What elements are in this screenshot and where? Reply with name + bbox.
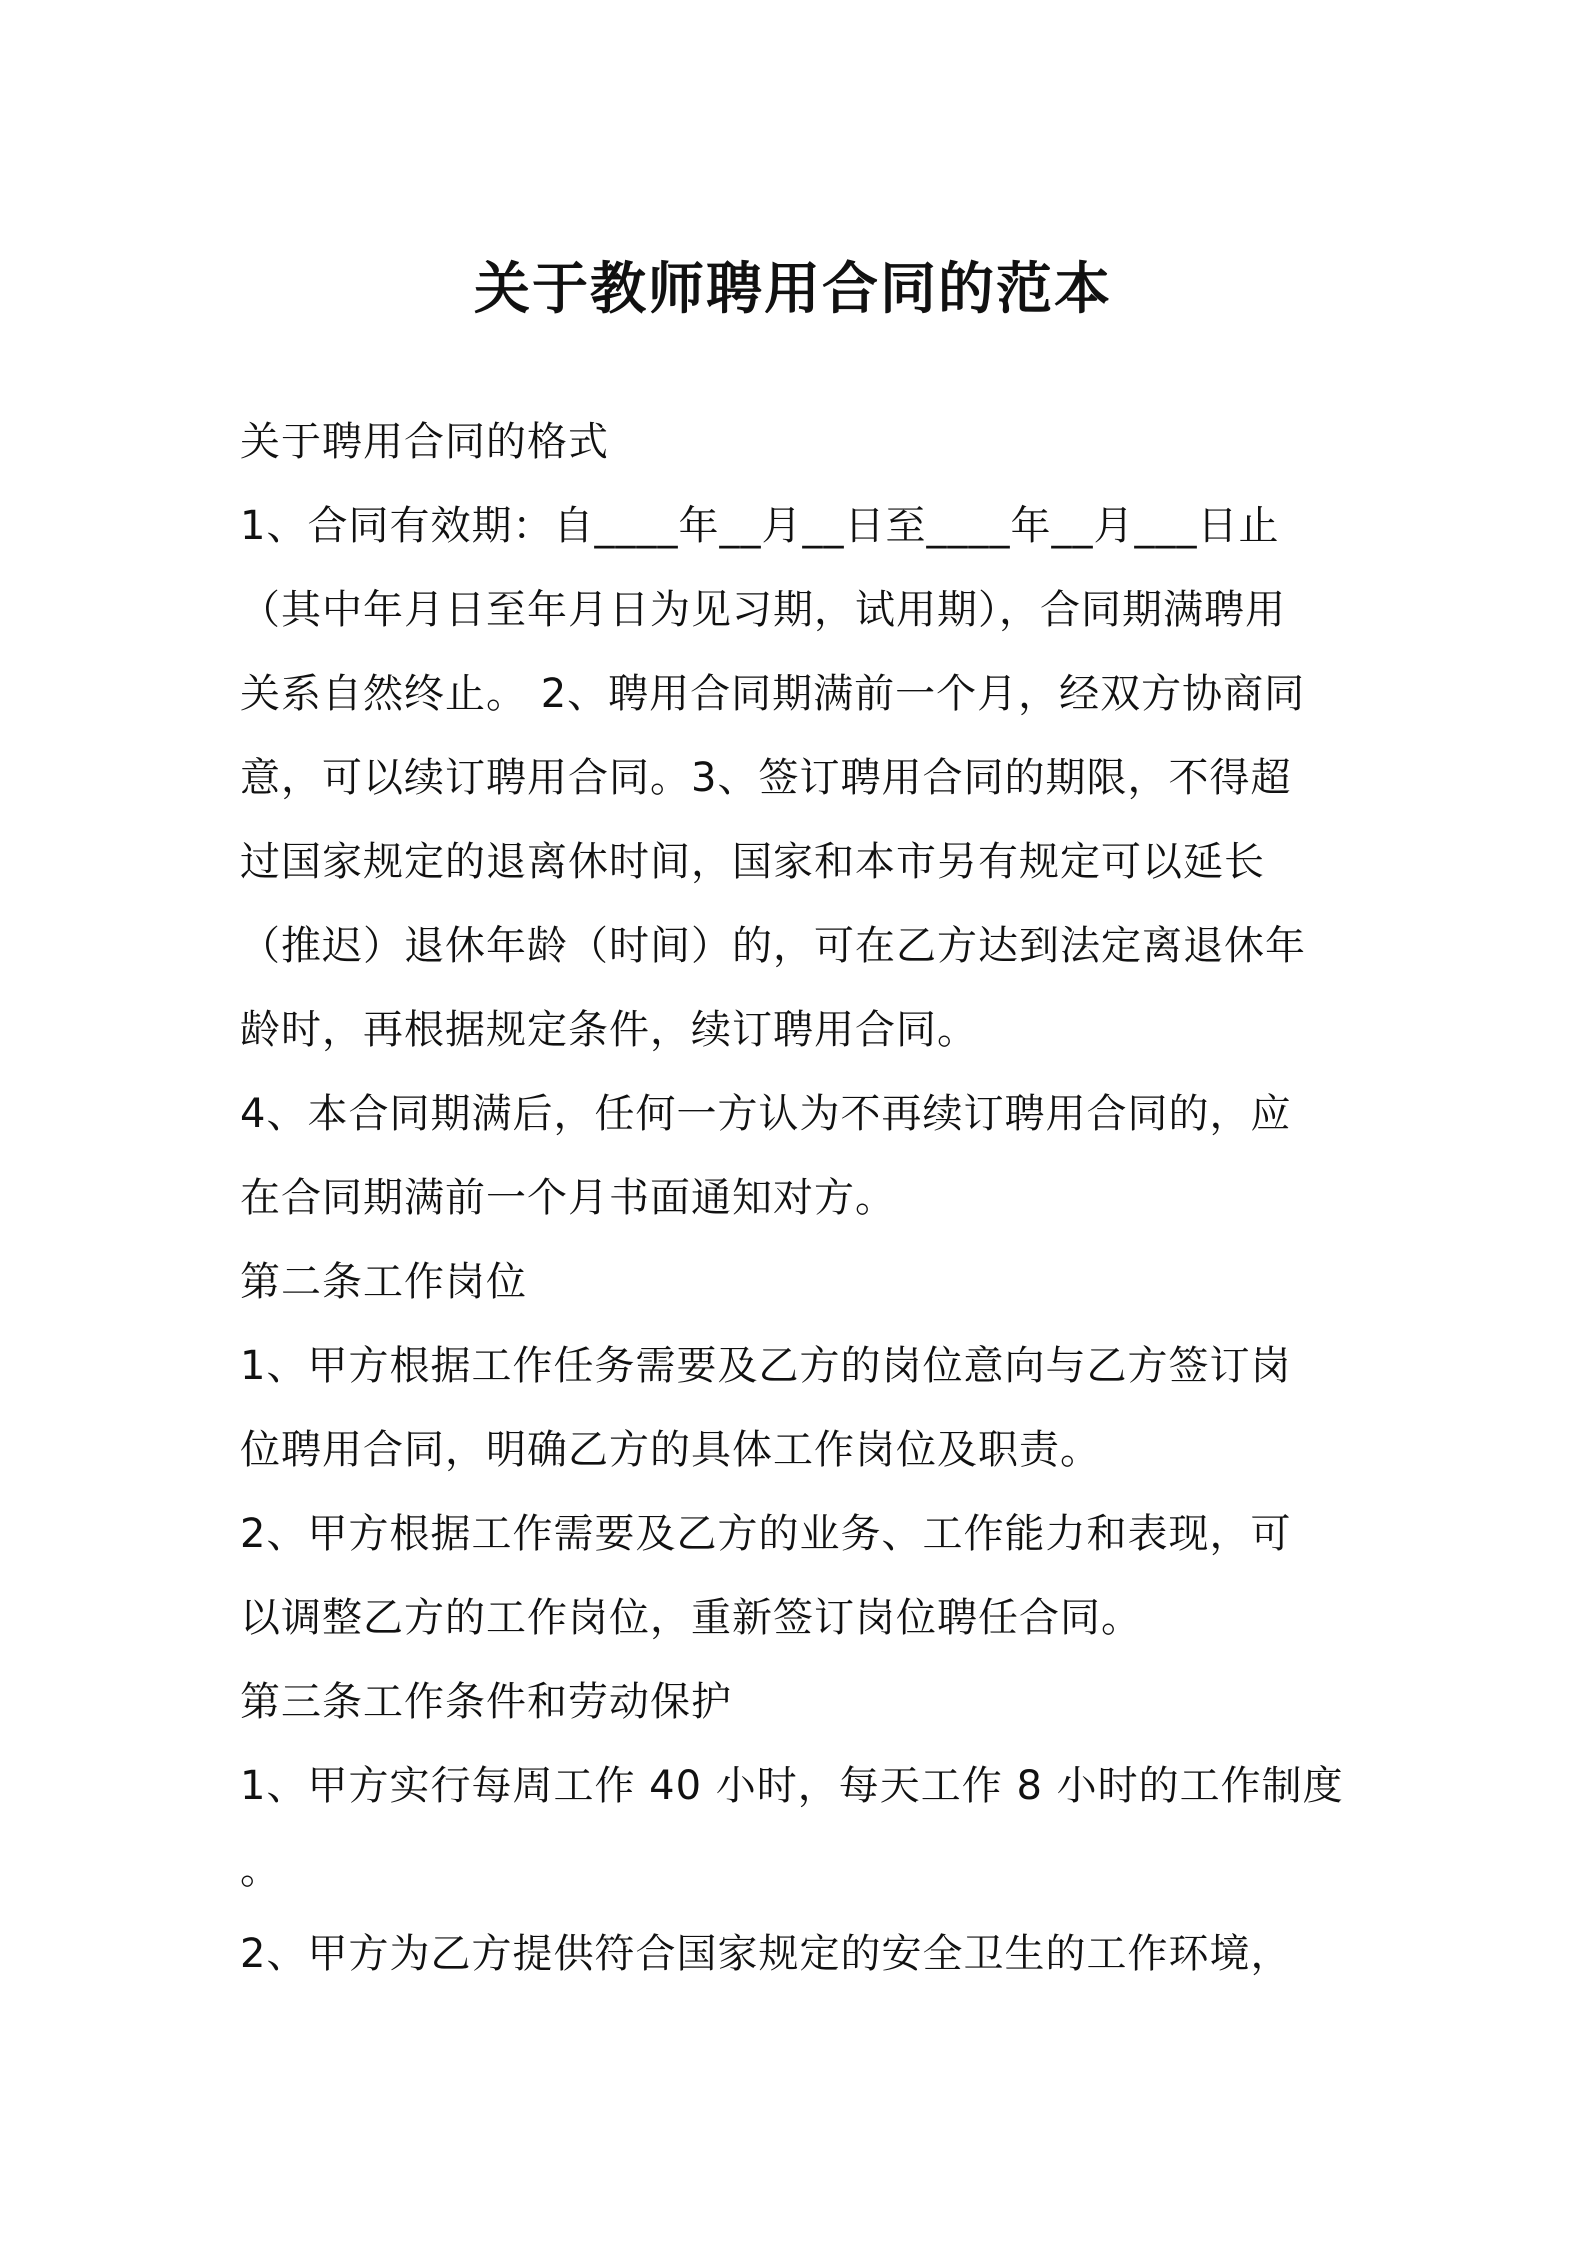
paragraph-line: 1、合同有效期：自____年__月__日至____年__月___日止 — [240, 503, 1280, 549]
paragraph-line: （其中年月日至年月日为见习期，试用期），合同期满聘用 — [240, 587, 1286, 633]
paragraph-line: 1、甲方实行每周工作 40 小时，每天工作 8 小时的工作制度 — [240, 1763, 1344, 1809]
paragraph-line: 2、甲方为乙方提供符合国家规定的安全卫生的工作环境， — [240, 1931, 1292, 1977]
paragraph-line: 以调整乙方的工作岗位，重新签订岗位聘任合同。 — [240, 1595, 1142, 1641]
section-heading-article-3: 第三条工作条件和劳动保护 — [240, 1679, 732, 1725]
paragraph-line: 过国家规定的退离休时间，国家和本市另有规定可以延长 — [240, 839, 1265, 885]
document-body — [240, 400, 1360, 1996]
paragraph-line: 4、本合同期满后，任何一方认为不再续订聘用合同的，应 — [240, 1091, 1292, 1137]
paragraph-line: 意，可以续订聘用合同。3、签订聘用合同的期限，不得超 — [240, 755, 1292, 801]
paragraph-line: （推迟）退休年龄（时间）的，可在乙方达到法定离退休年 — [240, 923, 1306, 969]
section-heading-article-2: 第二条工作岗位 — [240, 1259, 527, 1305]
paragraph-line: 在合同期满前一个月书面通知对方。 — [240, 1175, 896, 1221]
paragraph-line: 关系自然终止。 2、聘用合同期满前一个月，经双方协商同 — [240, 671, 1306, 717]
paragraph-line: 。 — [240, 1847, 281, 1893]
document-title: 关于教师聘用合同的范本 — [474, 257, 1112, 322]
paragraph-line: 1、甲方根据工作任务需要及乙方的岗位意向与乙方签订岗 — [240, 1343, 1292, 1389]
paragraph-line: 龄时，再根据规定条件，续订聘用合同。 — [240, 1007, 978, 1053]
section-heading-format: 关于聘用合同的格式 — [240, 419, 609, 465]
paragraph-line: 2、甲方根据工作需要及乙方的业务、工作能力和表现，可 — [240, 1511, 1292, 1557]
paragraph-line: 位聘用合同，明确乙方的具体工作岗位及职责。 — [240, 1427, 1101, 1473]
